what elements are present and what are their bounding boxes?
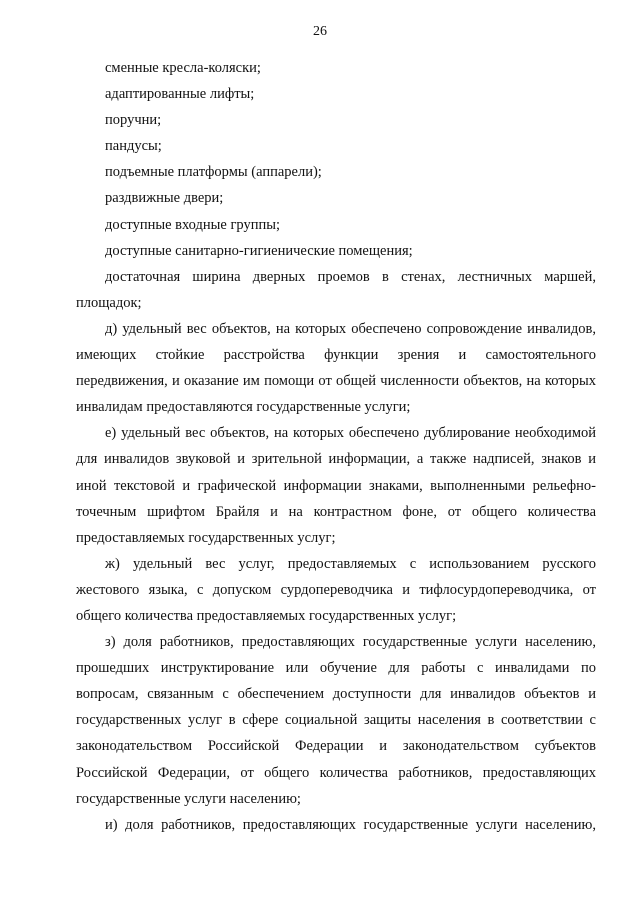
list-item: сменные кресла-коляски; bbox=[105, 60, 261, 76]
list-item: адаптированные лифты; bbox=[105, 86, 255, 103]
paragraph-d: д) удельный вес объектов, на которых обеспечено сопровождение инвалидов, имеющих стойкие расстройства функции зрения и самостоятельного передвижения, и оказание им помощи от общей численности объектов, на которых инвалидам предоставляются государственные услуги; bbox=[76, 320, 596, 416]
list-item: подъемные платформы (аппарели); bbox=[105, 164, 322, 181]
paragraph-e: е) удельный вес объектов, на которых обеспечено дублирование необходимой для инвалидов звуковой и зрительной информации, а также надписей, знаков и иной текстовой и графической информации знаками, выполненными рельефно-точечным шрифтом Брайля и на контрастном фоне, от общего количества предоставляемых государственных услуг; bbox=[76, 425, 596, 546]
list-item: пандусы; bbox=[105, 138, 162, 155]
paragraph-i: и) доля работников, предоставляющих государственные услуги населению, bbox=[105, 816, 596, 833]
page-number: 26 bbox=[313, 24, 327, 39]
list-item: поручни; bbox=[105, 112, 162, 129]
paragraph-zh: ж) удельный вес услуг, предоставляемых с использованием русского жестового языка, с допуском сурдопереводчика и тифлосурдопереводчика, от общего количества предоставляемых государственных услуг; bbox=[76, 555, 596, 624]
list-item: достаточная ширина дверных проемов в стенах, лестничных маршей, площадок; bbox=[76, 268, 596, 311]
list-item: доступные санитарно-гигиенические помещения; bbox=[105, 242, 413, 259]
list-item: доступные входные группы; bbox=[105, 216, 281, 233]
document-body bbox=[76, 55, 596, 838]
list-item: раздвижные двери; bbox=[105, 190, 224, 207]
paragraph-z: з) доля работников, предоставляющих государственные услуги населению, прошедших инструктирование или обучение для работы с инвалидами по вопросам, связанным с обеспечением доступности для инвалидов объектов и государственных услуг в сфере социальной защиты населения в соответствии с законодательством Российской Федерации и законодательством субъектов Российской Федерации, от общего количества работников, предоставляющих государственные услуги населению; bbox=[76, 634, 596, 807]
